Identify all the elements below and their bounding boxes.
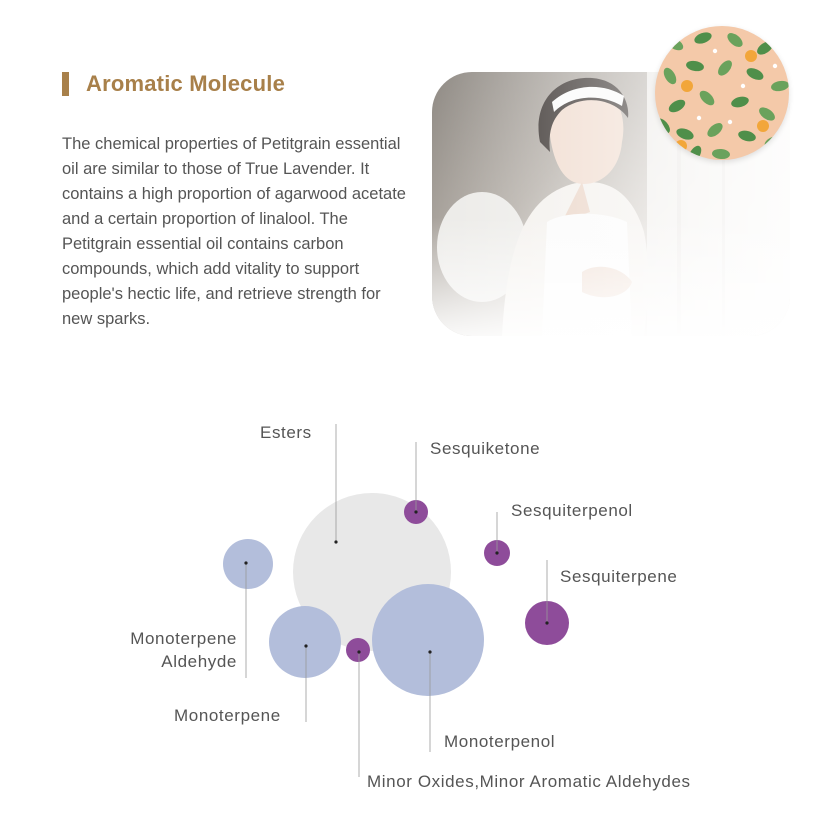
title-accent-bar — [62, 72, 69, 96]
label-sesquiterpenol: Sesquiterpenol — [511, 501, 633, 520]
label-monoterpenol: Monoterpenol — [444, 732, 556, 751]
minor-oxides-bubble — [346, 638, 370, 662]
label-monoterpene: Monoterpene — [174, 706, 281, 725]
label-minor-oxides: Minor Oxides,Minor Aromatic Aldehydes — [367, 772, 691, 791]
label-esters: Esters — [260, 423, 312, 442]
label-sesquiketone: Sesquiketone — [430, 439, 541, 458]
monoterpene-aldehyde-bubble — [223, 539, 273, 589]
section-description: The chemical properties of Petitgrain essential oil are similar to those of True Lavender. It contains a high proportion of agarwood acetate and a certain proportion of linalool. The Petitgrain essential oil contains carbon compounds, which add vitality to support people's hectic life, and retrieve strength for new sparks. — [62, 135, 406, 328]
aromatic-molecule-diagram — [0, 380, 835, 834]
leaf-and-orange-pattern — [655, 26, 789, 160]
section-title: Aromatic Molecule — [86, 71, 286, 96]
label-sesquiterpene: Sesquiterpene — [560, 567, 678, 586]
monoterpenol-bubble — [372, 584, 484, 696]
monoterpene-bubble — [269, 606, 341, 678]
label-monoterpene-aldehyde-line2: Aldehyde — [161, 652, 237, 671]
label-monoterpene-aldehyde-line1: Monoterpene — [130, 629, 237, 648]
